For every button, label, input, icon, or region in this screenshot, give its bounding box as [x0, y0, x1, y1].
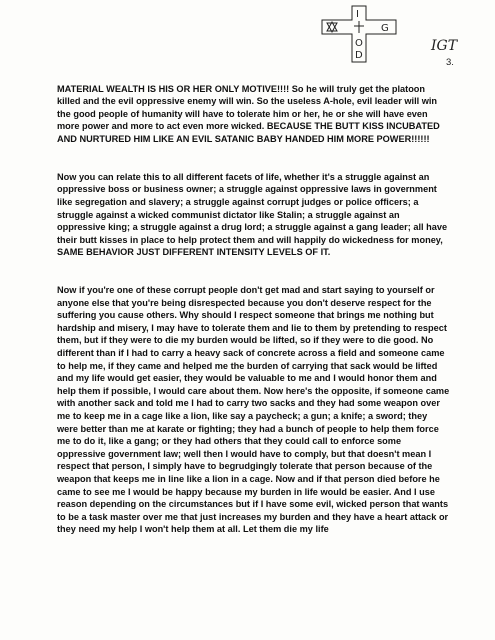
page-number: 3. [446, 57, 454, 68]
cross-drawing [318, 4, 400, 64]
paragraph-1-bold-start: MATERIAL WEALTH IS HIS OR HER ONLY MOTIVE!!!! [57, 83, 290, 94]
paragraph-1 [57, 83, 450, 146]
cross-letter-g: G [381, 23, 389, 34]
cross-letter-i: I [356, 9, 359, 20]
cross-letter-o: O [355, 38, 363, 49]
paragraph-2-bold-end: SAME BEHAVIOR JUST DIFFERENT INTENSITY LEVELS OF IT. [57, 247, 331, 258]
paragraph-2 [57, 171, 450, 259]
handwritten-note: IGT [431, 38, 458, 54]
cross-icon [318, 4, 400, 64]
paragraph-1-body: So he will truly get the platoon killed and the evil oppressive enemy will win. So the useless A-hole, evil leader will win the good people of humanity will have to tolerate him or her, he or she will have even more power and more to act even more wicked. [57, 83, 438, 132]
paragraph-2-body: Now you can relate this to all different facets of life, whether it's a struggle against an oppressive boss or business owner; a struggle against oppressive laws in government like segregation and slavery; a struggle against corrupt judges or police officers; a struggle against a wicked communist dictator like Stalin; a struggle against an oppressive king; a struggle against a drug lord; a struggle against a gang leader; all have their butt kisses in place to help protect them and will happily do wickedness for money, [57, 171, 448, 245]
cross-letter-d: D [355, 50, 363, 61]
body-text [57, 70, 450, 561]
paragraph-1-bold-end: BECAUSE THE BUTT KISS INCUBATED AND NURTURED HIM LIKE AN EVIL SATANIC BABY HANDED HIM MORE POWER!!!!!! [57, 121, 440, 144]
paragraph-3: Now if you're one of these corrupt people don't get mad and start saying to yourself or anyone else that you're being disrespected because you don't deserve respect for the suffering you cause others. Why should I respect someone that brings me nothing but hardship and misery, I may have to tolerate them and lie to them by pretending to respect them, but if they were to die my burden would be lifted, so if they were to die good. No different than if I had to carry a heavy sack of concrete across a field and someone came to help me, if they came and helped me the burden of carrying that sack would be lifted and my life would get easier, they would be valuable to me and I would honor them and help them if possible, I would care about them. Now here's the opposite, if someone came with another sack and told me I had to carry two sacks and they had some weapon over me to keep me in a cage like a lion, like say a paycheck; a gun; a knife; a sword; they were better than me at karate or fighting; they had a bunch of people to help them force me to do it, like a gang; or they had others that they could call to enforce some oppressive government law; well then I would have to comply, but that doesn't mean I respect that person, I simply have to begrudgingly tolerate that person because of the weapon that keeps me in line like a lion in a cage. Now and if that person died before he came to see me I would be happy because my burden in life would be easier. And I use reason depending on the circumstances but if I have some evil, wicked person that wants to be a task master over me that just increases my burden and they have a heart attack or they need my help I won't help them at all. Let them die my life [57, 285, 450, 535]
